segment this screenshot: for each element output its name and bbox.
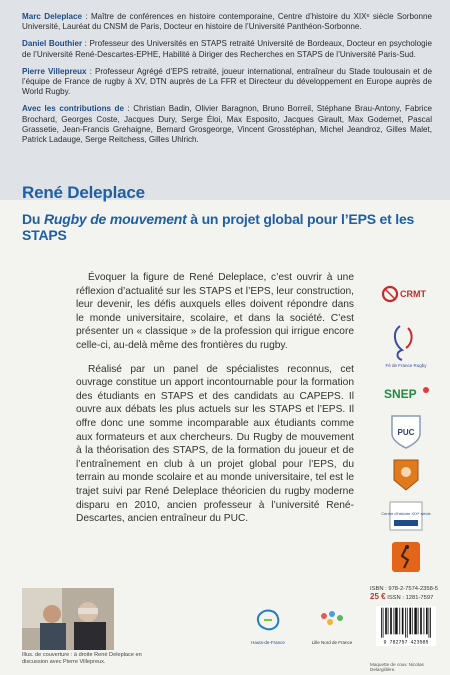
crmt-icon [376, 276, 436, 310]
centre-label: Centre d'histoire XIXᵉ siècle [381, 511, 431, 516]
isbn-block [370, 586, 444, 603]
puc-shield-icon [376, 414, 436, 450]
title-subtitle [22, 211, 442, 243]
photo-caption: Illus. de couverture : à droite René Deleplace en discussion avec Pierre Villepreux. [22, 652, 142, 665]
region-logos-icon [250, 606, 370, 654]
price: 25 € [370, 592, 386, 602]
sport-club-logo [376, 540, 436, 574]
contributors-label: Avec les contributions de [22, 104, 124, 114]
bio-bouthier [22, 39, 432, 59]
bio-name: Pierre Villepreux [22, 66, 87, 76]
bio-text: : Maître de conférences en histoire contemporaine, Centre d’histoire du XIXᵉ siècle Sorbonne Université, Lauréat du CNSM de Paris, Docteur en histoire de l’Université Panthéon-Sorbonne. [22, 12, 433, 32]
puc-logo [376, 414, 436, 450]
ffr-logo [376, 322, 436, 370]
snep-label: SNEP [384, 387, 417, 401]
snep-logo [376, 376, 436, 410]
contributors [22, 104, 432, 145]
back-cover-blurb [76, 271, 354, 536]
two-men-photo-icon [22, 588, 114, 650]
cover-photo [22, 588, 114, 650]
rugby-federation-icon [376, 322, 436, 370]
subtitle-italic: Rugby de mouvement [43, 211, 187, 227]
rugby-label: Fé de France Rugby [385, 363, 427, 368]
bio-text: : Professeur Agrégé d’EPS retraité, joueur international, entraîneur du Stade toulousain et de l’équipe de France de rugby à XV, DTN auprès de La FFR et Directeur du développement en Europe auprès de World Rugby. [22, 66, 432, 97]
centre-histoire-icon [376, 500, 436, 532]
association-logo [376, 458, 436, 492]
lille-label: Lille Nord de France [311, 640, 353, 645]
bio-deleplace [22, 12, 432, 32]
title-author: René Deleplace [22, 183, 145, 202]
region-label: Hauts-de-France [251, 640, 285, 645]
cover-credit: Maquette de couv. Nicolas Delargillière. [370, 662, 424, 672]
contributors-names: : Christian Badin, Olivier Baragnon, Bruno Borreil, Stéphane Brau-Antony, Fabrice Brochard, Georges Coste, Jacques Dury, Serge Éloi, Max Esposito, Jacques Girault, Max Godernet, Pascal Grassetie, Jean-Francis Grehaigne, Bernard Grosgeorge, Vincent Grosstéphan, Michel Jeandroz, Gilles Malet, Patrick Ladauge, Serge Reitchess, Gilles Uhlrich. [22, 104, 433, 145]
crmt-logo [376, 276, 436, 310]
blurb-paragraph: Évoquer la figure de René Deleplace, c’est ouvrir à une réflexion d’actualité sur les STAPS et l’EPS, leur construction, leur devenir, les défis auxquels elles doivent répondre dans le monde universitaire, scolaire, et dans la société. C’est présenter un « classique » de la profession qui irrigue encore celle-ci, au-delà même des frontières du rugby. [76, 272, 354, 351]
subtitle-post: à un projet global pour l’EPS et les STAPS [22, 211, 415, 243]
puc-label: PUC [397, 428, 415, 437]
centre-histoire-logo [376, 500, 436, 532]
author-bios [22, 12, 432, 152]
snep-icon [376, 376, 436, 410]
barcode-digits: 9 782757 423585 [383, 639, 429, 646]
crmt-label: CRMT [400, 289, 426, 299]
issn-number: ISSN : 1281-7597 [387, 595, 434, 602]
bio-text: : Professeur des Universités en STAPS retraité Université de Bordeaux, Docteur en psychologie de l’Université René-Descartes-EPHE, Habilité à Diriger des Recherches en STAPS de l’Université Paris-Sud. [22, 39, 432, 59]
subtitle-pre: Du [22, 211, 44, 227]
runner-icon [376, 540, 436, 574]
bio-name: Daniel Bouthier [22, 39, 83, 49]
bio-villepreux [22, 67, 432, 98]
isbn-number: ISBN : 978-2-7574-2358-5 [370, 586, 438, 592]
bio-name: Marc Deleplace [22, 12, 83, 21]
institution-logos [250, 606, 370, 654]
barcode [370, 606, 442, 646]
blurb-paragraph: Réalisé par un panel de spécialistes reconnus, cet ouvrage constitue un apport incontournable pour la formation des étudiants en STAPS et des candidats au CAPEPS. Il ouvre aux débats les plus actuels sur les STAPS et l’EPS. Il offre donc une somme incomparable aux étudiants comme aux formateurs et aux chercheurs. Du Rugby de mouvement à la théorisation des STAPS, de la formation du joueur et de l’entraînement en club à un projet global pour l’EPS, du terrain au monde scolaire et au monde universitaire, tel est le trajet suivi par René Deleplace théoricien du rugby moderne disparu en 2010, ancien professeur à l’université René-Descartes, ancien entraîneur du PUC. [76, 363, 354, 525]
badge-icon [376, 458, 436, 492]
book-title [22, 183, 442, 243]
